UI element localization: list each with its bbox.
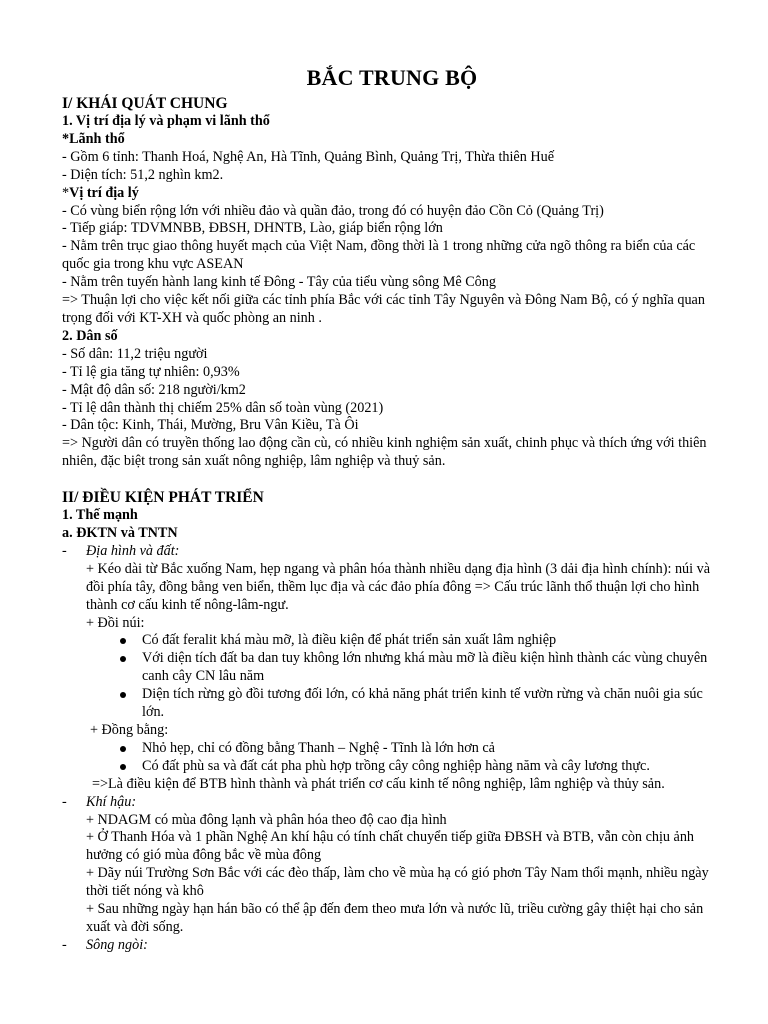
section-gap — [62, 471, 722, 489]
plains-heading: + Đồng bằng: — [90, 722, 169, 738]
location-line-2: - Tiếp giáp: TDVMNBB, ĐBSH, DHNTB, Lào, giáp biển rộng lớn — [62, 220, 443, 237]
list-dash: - — [62, 936, 67, 953]
hills-heading: + Đồi núi: — [86, 614, 145, 631]
climate-heading: Khí hậu: — [86, 793, 137, 810]
natural-conditions-heading: a. ĐKTN và TNTN — [62, 525, 178, 542]
population-conclusion: => Người dân có truyền thống lao động cần cù, có nhiều kinh nghiệm sản xuất, chinh phục và thích ứng với thiên nhiên, đặc biệt trong sản xuất nông nghiệp, lâm nghiệp và thuỷ sản. — [62, 435, 707, 470]
strengths-heading: 1. Thế mạnh — [62, 507, 138, 524]
document-page — [62, 64, 722, 955]
population-line-2: - Tỉ lệ gia tăng tự nhiên: 0,93% — [62, 363, 240, 380]
location-heading — [62, 185, 722, 203]
bullet-icon — [120, 656, 126, 662]
list-item — [62, 758, 722, 776]
bullet-icon — [120, 764, 126, 770]
list-item — [62, 650, 722, 686]
population-line-1: - Số dân: 11,2 triệu người — [62, 345, 208, 362]
list-dash: - — [62, 542, 67, 559]
location-heading-text: Vị trí địa lý — [69, 184, 139, 201]
location-line-1: - Có vùng biển rộng lớn với nhiều đảo và quần đảo, trong đó có huyện đảo Cồn Cỏ (Quảng Trị) — [62, 202, 604, 219]
subsection-location-heading: 1. Vị trí địa lý và phạm vi lãnh thổ — [62, 113, 270, 129]
terrain-heading: Địa hình và đất: — [86, 542, 180, 559]
rivers-item — [62, 937, 722, 955]
hills-bullet-1: Có đất feralit khá màu mỡ, là điều kiện để phát triển sản xuất lâm nghiệp — [142, 632, 557, 649]
terrain-description: + Kéo dài từ Bắc xuống Nam, hẹp ngang và phân hóa thành nhiều dạng địa hình (3 dải địa hình chính): núi và đồi phía tây, đồng bằng ven biển, thềm lục địa và các đảo phía đông => Cấu trúc lãnh thổ thuận lợi cho hình thành cơ cấu kinh tế nông-lâm-ngư. — [86, 560, 711, 613]
list-item — [62, 740, 722, 758]
territory-heading: *Lãnh thổ — [62, 130, 125, 147]
territory-line-1: - Gồm 6 tỉnh: Thanh Hoá, Nghệ An, Hà Tĩnh, Quảng Bình, Quảng Trị, Thừa thiên Huế — [62, 148, 554, 165]
terrain-item — [62, 543, 722, 561]
bullet-icon — [120, 746, 126, 752]
bullet-icon — [120, 692, 126, 698]
plains-bullet-2: Có đất phù sa và đất cát pha phù hợp trồng cây công nghiệp hàng năm và cây lương thực. — [142, 757, 650, 774]
document-title: BẮC TRUNG BỘ — [306, 65, 478, 90]
population-line-3: - Mật độ dân số: 218 người/km2 — [62, 381, 246, 398]
territory-line-2: - Diện tích: 51,2 nghìn km2. — [62, 166, 224, 183]
hills-bullet-2: Với diện tích đất ba dan tuy không lớn nhưng khá màu mỡ là điều kiện hình thành các vùng chuyên canh cây CN lâu năm — [142, 650, 708, 685]
climate-line-1: + NDAGM có mùa đông lạnh và phân hóa theo độ cao địa hình — [86, 811, 447, 828]
climate-item — [62, 794, 722, 812]
climate-line-2: + Ở Thanh Hóa và 1 phần Nghệ An khí hậu có tính chất chuyển tiếp giữa ĐBSH và BTB, vẫn còn chịu ảnh hưởng có gió mùa đông bắc về mùa đông — [86, 829, 695, 864]
terrain-conclusion: =>Là điều kiện để BTB hình thành và phát triển cơ cấu kinh tế nông nghiệp, lâm nghiệp và thủy sản. — [92, 775, 665, 792]
location-line-3: - Nằm trên trục giao thông huyết mạch của Việt Nam, đồng thời là 1 trong những cửa ngõ thông ra biển của các quốc gia trong khu vực ASEAN — [62, 238, 696, 273]
subsection-population-heading: 2. Dân số — [62, 327, 118, 344]
climate-line-4: + Sau những ngày hạn hán bão có thể ập đến đem theo mưa lớn và nước lũ, triều cường gây thiệt hại cho sản xuất và đời sống. — [86, 901, 704, 935]
hills-bullet-3: Diện tích rừng gò đồi tương đối lớn, có khả năng phát triển kinh tế vườn rừng và chăn nuôi gia súc lớn. — [142, 686, 703, 721]
list-item — [62, 686, 722, 722]
bullet-icon — [120, 638, 126, 644]
section-2-heading: II/ ĐIỀU KIỆN PHÁT TRIỂN — [62, 489, 264, 507]
population-line-5: - Dân tộc: Kinh, Thái, Mường, Bru Vân Kiều, Tà Ôi — [62, 417, 359, 434]
location-conclusion: => Thuận lợi cho việc kết nối giữa các tỉnh phía Bắc với các tỉnh Tây Nguyên và Đông Nam Bộ, có ý nghĩa quan trọng đối với KT-XH và quốc phòng an ninh . — [62, 292, 705, 326]
list-dash: - — [62, 793, 67, 810]
population-line-4: - Tỉ lệ dân thành thị chiếm 25% dân số toàn vùng (2021) — [62, 399, 384, 416]
section-1-heading: I/ KHÁI QUÁT CHUNG — [62, 95, 228, 112]
list-item — [62, 632, 722, 650]
location-heading-star: * — [62, 184, 70, 201]
plains-bullet-1: Nhỏ hẹp, chỉ có đồng bằng Thanh – Nghệ - Tĩnh là lớn hơn cả — [142, 739, 495, 756]
location-line-4: - Nằm trên tuyến hành lang kinh tế Đông - Tây của tiểu vùng sông Mê Công — [62, 274, 496, 291]
rivers-heading: Sông ngòi: — [86, 936, 148, 953]
climate-line-3: + Dãy núi Trường Sơn Bắc với các đèo thấp, làm cho về mùa hạ có gió phơn Tây Nam thổi mạnh, nhiều ngày thời tiết nóng và khô — [86, 865, 709, 900]
